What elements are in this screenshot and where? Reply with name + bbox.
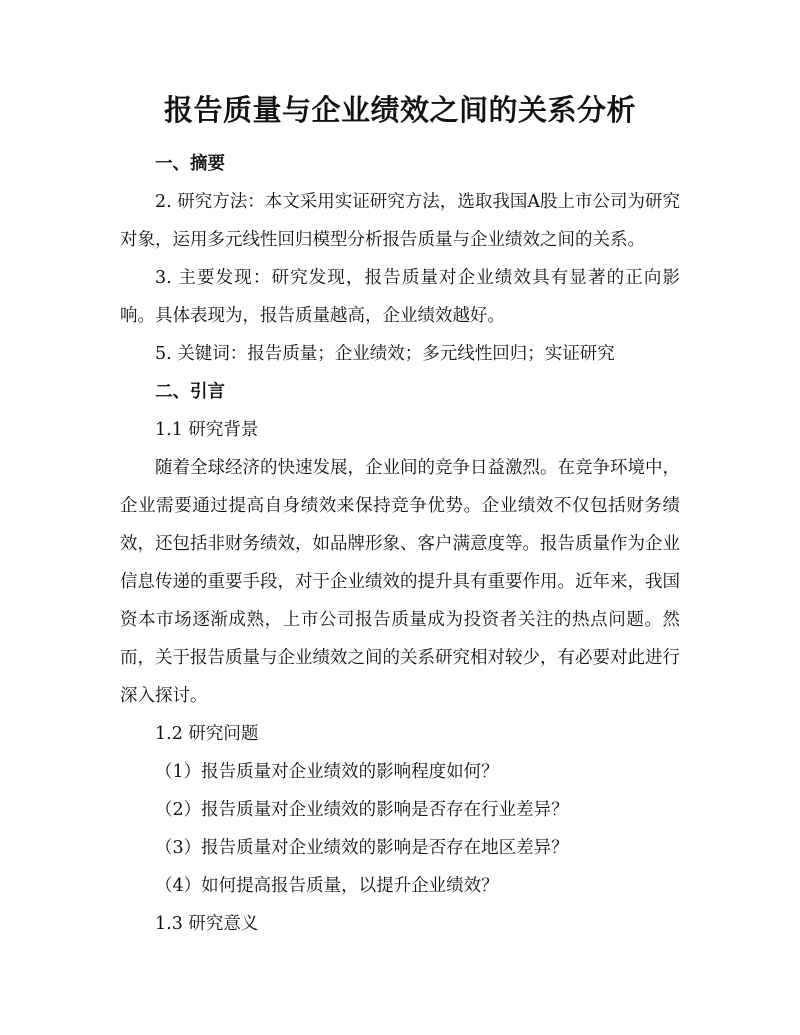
subheading-research-significance: 1.3 研究意义 xyxy=(155,914,259,934)
research-question-2: （2）报告质量对企业绩效的影响是否存在行业差异？ xyxy=(155,800,569,820)
research-question-1: （1）报告质量对企业绩效的影响程度如何？ xyxy=(155,762,499,782)
section-heading-introduction: 二、引言 xyxy=(155,382,225,402)
paragraph-research-method: 2. 研究方法：本文采用实证研究方法，选取我国A股上市公司为研究对象，运用多元线性回归模型分析报告质量与企业绩效之间的关系。 xyxy=(120,192,680,250)
subheading-research-background: 1.1 研究背景 xyxy=(155,420,259,440)
document-title: 报告质量与企业绩效之间的关系分析 xyxy=(163,93,636,127)
subheading-research-questions: 1.2 研究问题 xyxy=(155,724,259,744)
section-heading-abstract: 一、摘要 xyxy=(155,154,225,174)
research-question-4: （4）如何提高报告质量，以提升企业绩效？ xyxy=(155,876,499,896)
paragraph-research-background: 随着全球经济的快速发展，企业间的竞争日益激烈。在竞争环境中，企业需要通过提高自身绩效来保持竞争优势。企业绩效不仅包括财务绩效，还包括非财务绩效，如品牌形象、客户满意度等。报告质量作为企业信息传递的重要手段，对于企业绩效的提升具有重要作用。近年来，我国资本市场逐渐成熟，上市公司报告质量成为投资者关注的热点问题。然而，关于报告质量与企业绩效之间的关系研究相对较少，有必要对此进行深入探讨。 xyxy=(120,458,680,706)
paragraph-main-findings: 3. 主要发现：研究发现，报告质量对企业绩效具有显著的正向影响。具体表现为，报告质量越高，企业绩效越好。 xyxy=(120,268,680,326)
research-question-3: （3）报告质量对企业绩效的影响是否存在地区差异？ xyxy=(155,838,569,858)
paragraph-keywords: 5. 关键词：报告质量；企业绩效；多元线性回归；实证研究 xyxy=(155,344,615,364)
document-body xyxy=(120,145,680,943)
